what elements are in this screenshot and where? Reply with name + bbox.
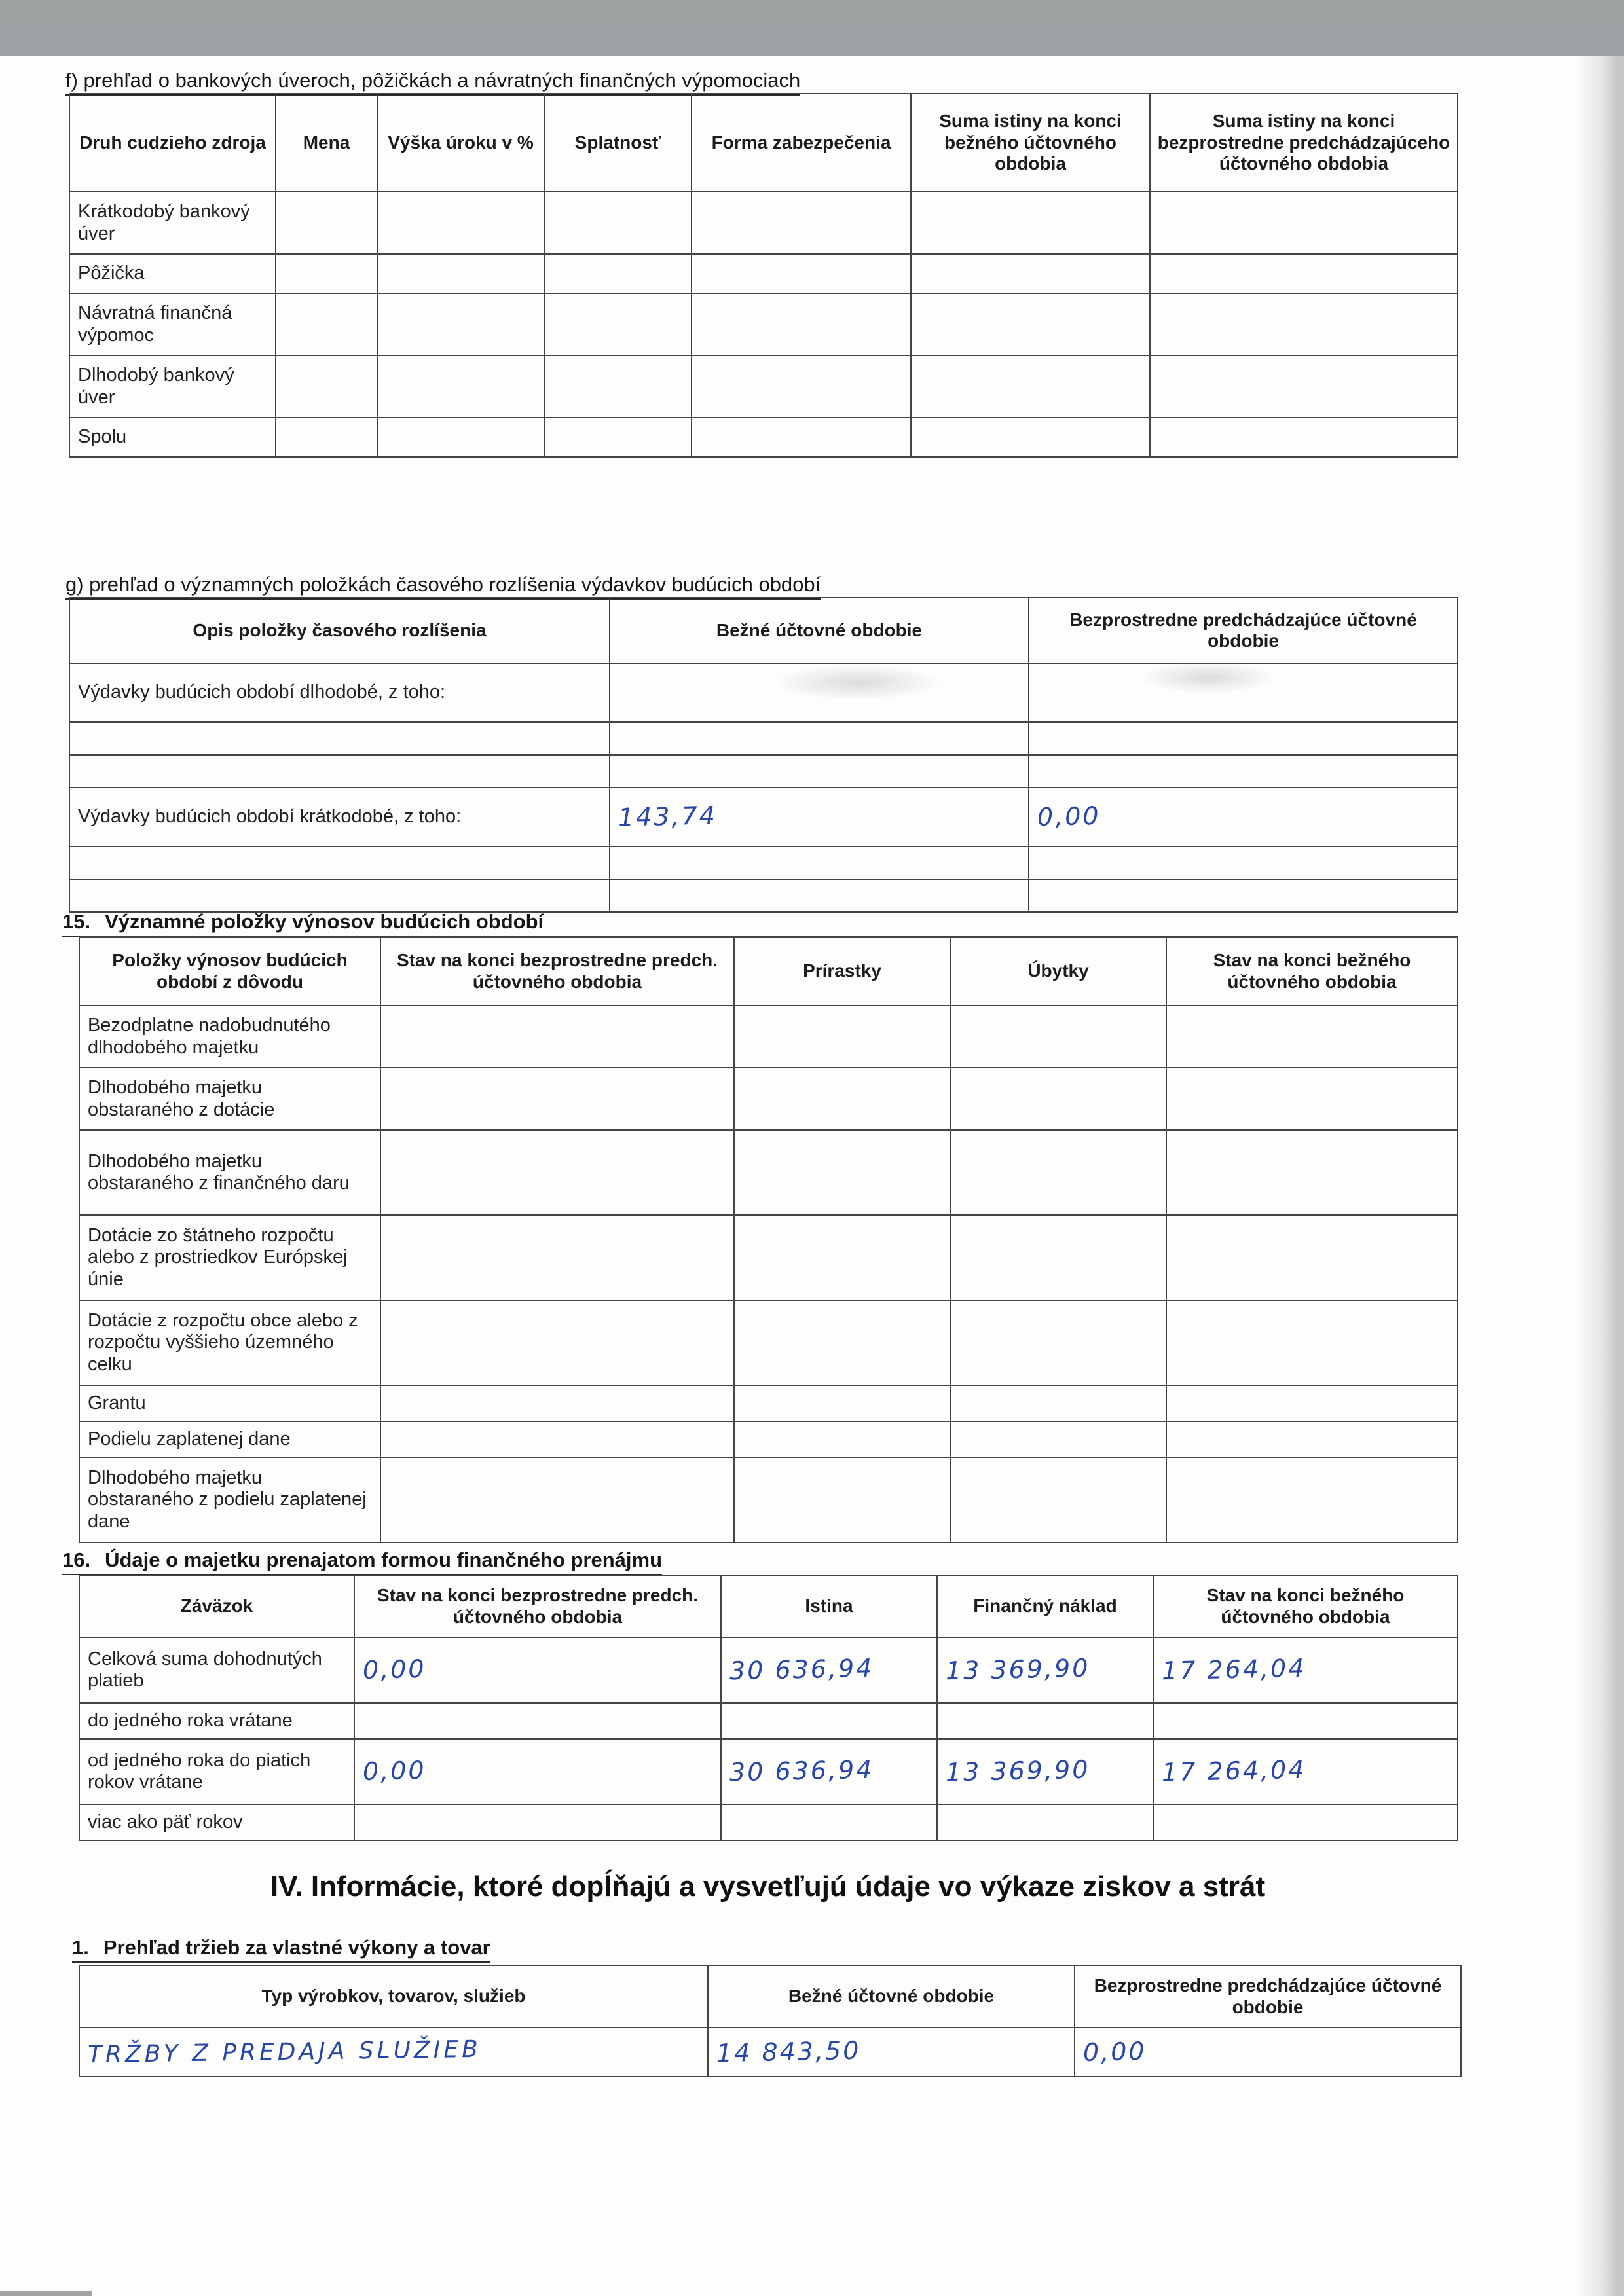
header-cell: Stav na konci bežného účtovného obdobia [1166,937,1458,1006]
handwritten-value: 17 264,04 [1161,1654,1306,1686]
value-cell [354,1637,721,1703]
empty-cell [1166,1215,1458,1300]
row-label-cell: Grantu [79,1385,380,1421]
deferred-expenses-table [69,597,1458,913]
header-cell: Mena [276,94,377,192]
empty-cell [911,418,1150,457]
section-f-title: f) prehľad o bankových úveroch, pôžičkách a návratných finančných výpomociach [65,69,800,96]
value-cell [1029,788,1458,847]
empty-cell [544,418,692,457]
handwritten-label: TRŽBY Z PREDAJA SLUŽIEB [87,2035,482,2069]
header-cell: Záväzok [79,1575,354,1637]
empty-cell [950,1385,1166,1421]
empty-cell [692,355,911,418]
empty-cell [692,192,911,254]
empty-cell [377,254,544,293]
row-label-cell: Spolu [69,418,276,457]
header-cell: Typ výrobkov, tovarov, služieb [79,1965,708,2028]
empty-cell [950,1215,1166,1300]
section-g-title: g) prehľad o významných položkách časového rozlíšenia výdavkov budúcich období [65,573,821,600]
empty-cell [950,1068,1166,1130]
header-cell: Stav na konci bežného účtovného obdobia [1153,1575,1458,1637]
header-cell: Finančný náklad [937,1575,1153,1637]
empty-cell [380,1006,734,1068]
value-cell [721,1637,937,1703]
empty-cell [380,1068,734,1130]
section-number: 16. [62,1548,91,1571]
empty-cell [911,355,1150,418]
handwritten-value: 0,00 [1037,801,1101,832]
empty-cell [1166,1068,1458,1130]
handwritten-value: 17 264,04 [1161,1755,1306,1787]
empty-cell [734,1215,950,1300]
empty-cell [734,1006,950,1068]
page-bottom-edge [0,2291,92,2296]
empty-cell [377,192,544,254]
header-cell: Bezprostredne predchádzajúce účtovné obdobie [1075,1965,1461,2028]
empty-cell [354,1703,721,1739]
empty-cell [544,293,692,355]
section-title-text: Údaje o majetku prenajatom formou finančného prenájmu [105,1548,663,1571]
empty-cell [721,1703,937,1739]
row-label-cell: Výdavky budúcich období krátkodobé, z toho: [69,788,610,847]
empty-cell [354,1804,721,1840]
empty-cell [937,1703,1153,1739]
empty-cell [692,293,911,355]
header-cell: Stav na konci bezprostredne predch. účtovného obdobia [354,1575,721,1637]
value-cell [610,788,1029,847]
empty-cell [950,1130,1166,1215]
header-cell: Bezprostredne predchádzajúce účtovné obdobie [1029,598,1458,663]
empty-cell [610,722,1029,755]
row-label-cell: Dlhodobého majetku obstaraného z finančného daru [79,1130,380,1215]
bank-loans-table [69,93,1458,458]
empty-cell [721,1804,937,1840]
row-label-cell: Návratná finančná výpomoc [69,293,276,355]
handwritten-value: 30 636,94 [729,1654,874,1686]
revenue-overview-table [79,1965,1462,2077]
section-title-text: Významné položky výnosov budúcich období [105,910,544,933]
empty-cell [1166,1421,1458,1457]
value-cell [354,1739,721,1804]
empty-cell [377,418,544,457]
row-label-cell: Podielu zaplatenej dane [79,1421,380,1457]
header-cell: Prírastky [734,937,950,1006]
empty-cell [1029,879,1458,912]
empty-cell [610,847,1029,879]
handwritten-value: 0,00 [362,1654,427,1685]
empty-cell [734,1130,950,1215]
empty-cell [610,879,1029,912]
empty-cell [276,355,377,418]
section-15-title [62,910,544,937]
section-16-title [62,1548,662,1575]
header-cell: Bežné účtovné obdobie [708,1965,1075,2028]
header-cell: Forma zabezpečenia [692,94,911,192]
empty-cell [734,1068,950,1130]
empty-cell [380,1457,734,1542]
section-number: 15. [62,910,91,933]
empty-cell [69,847,610,879]
header-cell: Druh cudzieho zdroja [69,94,276,192]
empty-cell [544,254,692,293]
finance-lease-table [79,1575,1458,1841]
empty-cell [377,293,544,355]
value-cell [1153,1637,1458,1703]
empty-cell [1150,293,1458,355]
scan-smudge [1139,661,1277,694]
header-cell: Splatnosť [544,94,692,192]
empty-cell [1153,1703,1458,1739]
empty-cell [380,1300,734,1385]
empty-cell [1166,1385,1458,1421]
empty-cell [734,1385,950,1421]
row-label-cell: Bezodplatne nadobudnutého dlhodobého majetku [79,1006,380,1068]
empty-cell [1150,254,1458,293]
value-cell [708,2028,1075,2077]
header-cell: Položky výnosov budúcich období z dôvodu [79,937,380,1006]
empty-cell [276,293,377,355]
row-label-cell: Dlhodobý bankový úver [69,355,276,418]
empty-cell [276,418,377,457]
row-label-cell: Pôžička [69,254,276,293]
section-1-title [72,1936,490,1963]
handwritten-value: 13 369,90 [945,1654,1090,1686]
empty-cell [69,879,610,912]
deferred-income-table [79,936,1458,1543]
empty-cell [950,1006,1166,1068]
value-cell [1075,2028,1461,2077]
handwritten-value: 143,74 [618,801,718,832]
row-label-cell: Dotácie z rozpočtu obce alebo z rozpočtu vyššieho územného celku [79,1300,380,1385]
handwritten-value: 13 369,90 [945,1755,1090,1787]
empty-cell [1150,192,1458,254]
handwritten-value: 30 636,94 [729,1755,874,1787]
empty-cell [1153,1804,1458,1840]
value-cell [1153,1739,1458,1804]
empty-cell [544,192,692,254]
header-cell: Suma istiny na konci bezprostredne predchádzajúceho účtovného obdobia [1150,94,1458,192]
empty-cell [734,1457,950,1542]
section-title-text: Prehľad tržieb za vlastné výkony a tovar [103,1936,490,1959]
value-cell [721,1739,937,1804]
scan-smudge [773,665,943,701]
empty-cell [950,1457,1166,1542]
row-label-cell: Dlhodobého majetku obstaraného z dotácie [79,1068,380,1130]
empty-cell [1166,1300,1458,1385]
empty-cell [377,355,544,418]
empty-cell [692,254,911,293]
empty-cell [950,1421,1166,1457]
empty-cell [937,1804,1153,1840]
row-label-cell: od jedného roka do piatich rokov vrátane [79,1739,354,1804]
empty-cell [734,1300,950,1385]
empty-cell [380,1130,734,1215]
header-cell: Stav na konci bezprostredne predch. účtovného obdobia [380,937,734,1006]
row-label-cell: do jedného roka vrátane [79,1703,354,1739]
empty-cell [1166,1457,1458,1542]
value-cell [937,1739,1153,1804]
row-label-cell: Celková suma dohodnutých platieb [79,1637,354,1703]
header-cell: Opis položky časového rozlíšenia [69,598,610,663]
scanned-page [0,56,1624,2296]
empty-cell [911,293,1150,355]
header-cell: Bežné účtovné obdobie [610,598,1029,663]
page-edge-shadow [1577,56,1624,2296]
row-label-cell: viac ako päť rokov [79,1804,354,1840]
header-cell: Úbytky [950,937,1166,1006]
section-iv-title: IV. Informácie, ktoré dopĺňajú a vysvetľujú údaje vo výkaze ziskov a strát [270,1870,1266,1903]
empty-cell [544,355,692,418]
empty-cell [692,418,911,457]
row-label-cell: Krátkodobý bankový úver [69,192,276,254]
empty-cell [911,254,1150,293]
empty-cell [276,254,377,293]
empty-cell [69,755,610,788]
empty-cell [380,1385,734,1421]
header-cell: Suma istiny na konci bežného účtovného obdobia [911,94,1150,192]
empty-cell [734,1421,950,1457]
header-cell: Istina [721,1575,937,1637]
empty-cell [1029,755,1458,788]
empty-cell [911,192,1150,254]
empty-cell [950,1300,1166,1385]
handwritten-value: 14 843,50 [716,2035,861,2068]
empty-cell [1150,418,1458,457]
row-label-cell: Dotácie zo štátneho rozpočtu alebo z prostriedkov Európskej únie [79,1215,380,1300]
value-cell [937,1637,1153,1703]
row-label-cell: Výdavky budúcich období dlhodobé, z toho: [69,663,610,722]
empty-cell [276,192,377,254]
row-label-cell: Dlhodobého majetku obstaraného z podielu zaplatenej dane [79,1457,380,1542]
empty-cell [1166,1006,1458,1068]
empty-cell [380,1421,734,1457]
empty-cell [1166,1130,1458,1215]
empty-cell [1150,355,1458,418]
value-cell [79,2028,708,2077]
empty-cell [1029,722,1458,755]
handwritten-value: 0,00 [362,1756,427,1787]
empty-cell [69,722,610,755]
empty-cell [610,755,1029,788]
empty-cell [380,1215,734,1300]
empty-cell [1029,847,1458,879]
header-cell: Výška úroku v % [377,94,544,192]
handwritten-value: 0,00 [1082,2036,1147,2067]
section-number: 1. [72,1936,89,1959]
